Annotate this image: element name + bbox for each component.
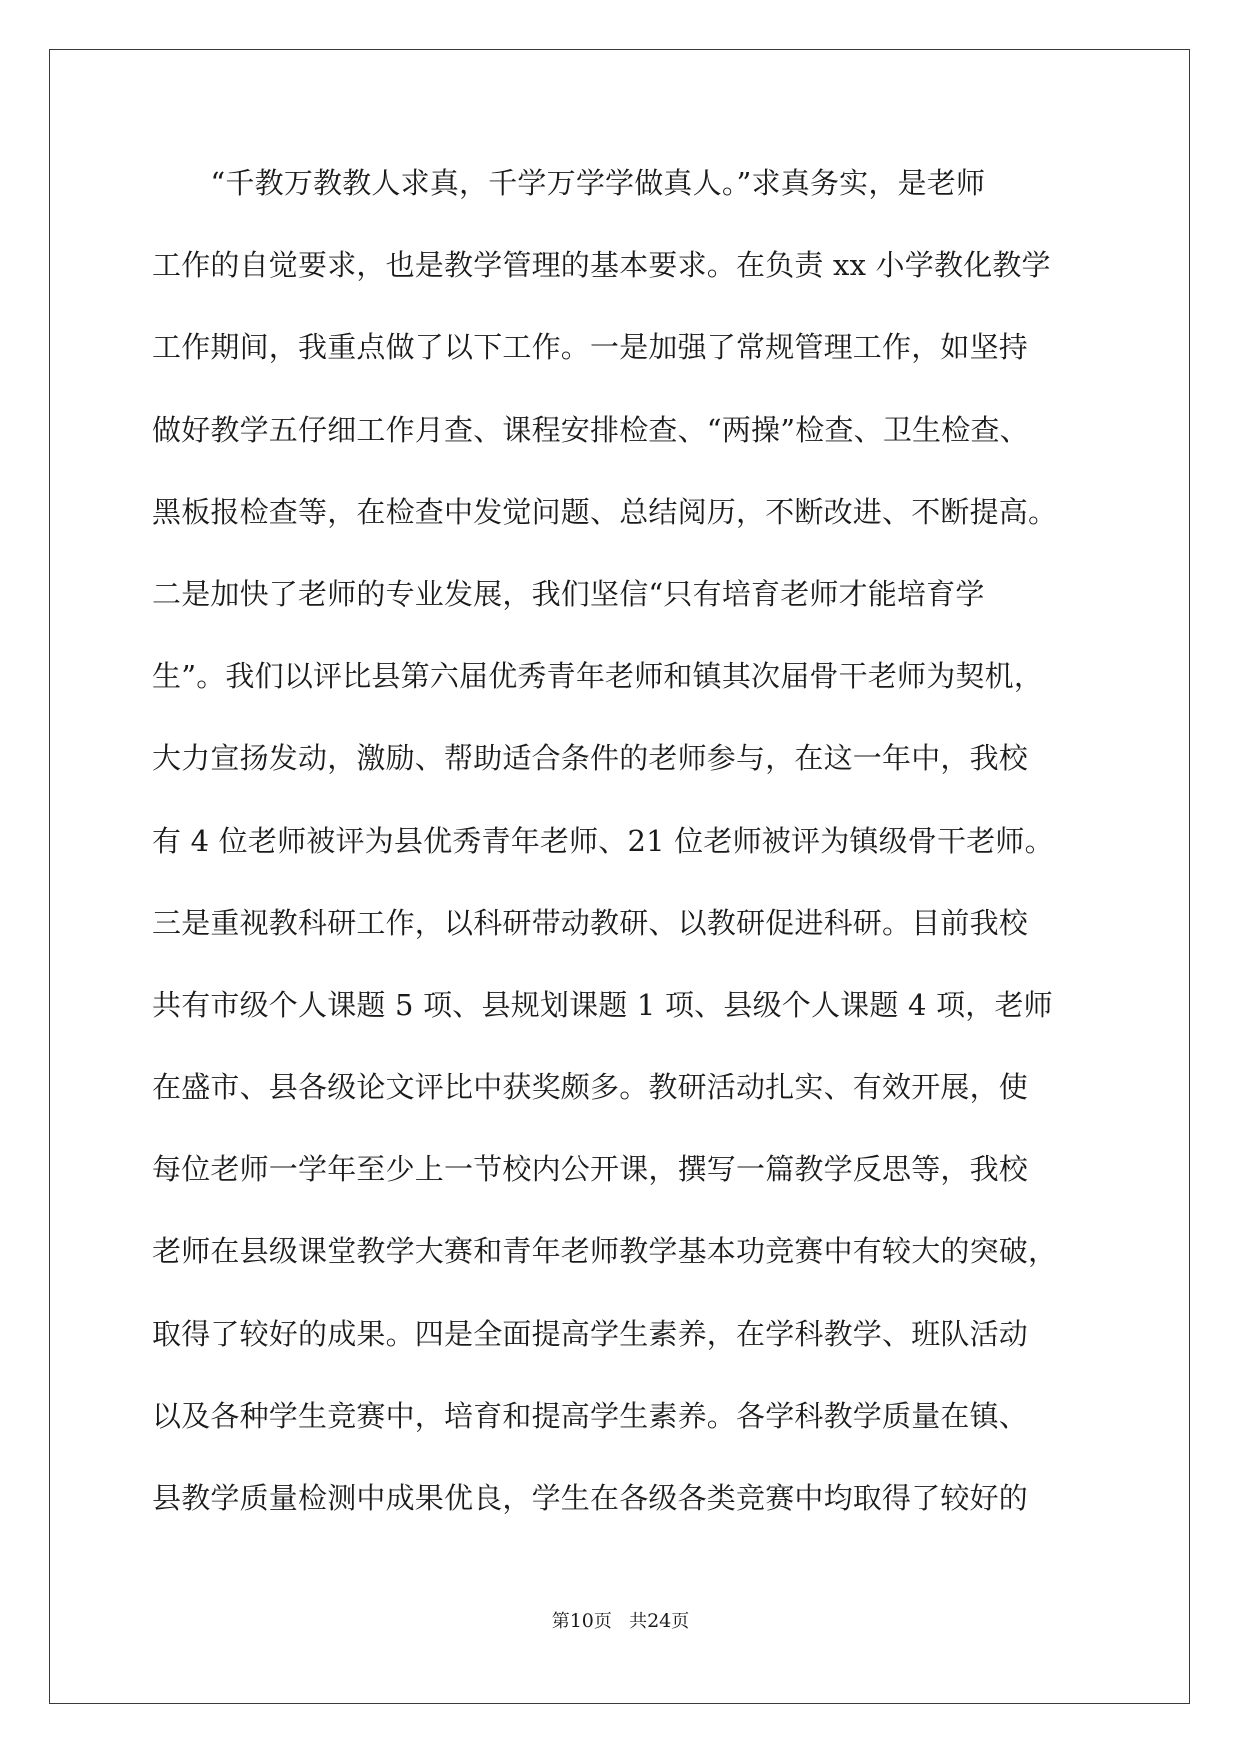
text-line: 共有市级个人课题 5 项、县规划课题 1 项、县级个人课题 4 项，老师	[152, 987, 1053, 1022]
text-line: 老师在县级课堂教学大赛和青年老师教学基本功竞赛中有较大的突破，	[152, 1234, 1058, 1269]
text-line: 每位老师一学年至少上一节校内公开课，撰写一篇教学反思等，我校	[152, 1152, 1029, 1187]
current-page-number: 10	[569, 1610, 594, 1632]
text-line: 二是加快了老师的专业发展，我们坚信“只有培育老师才能培育学	[152, 576, 985, 611]
text-line: “千教万教教人求真，千学万学学做真人。”求真务实，是老师	[152, 166, 986, 200]
text-line: 大力宣扬发动，激励、帮助适合条件的老师参与，在这一年中，我校	[152, 741, 1029, 776]
footer-prefix: 第	[551, 1611, 570, 1632]
text-line: 做好教学五仔细工作月查、课程安排检查、“两操”检查、卫生检查、	[152, 412, 1029, 447]
text-line: 工作的自觉要求，也是教学管理的基本要求。在负责 xx 小学教化教学	[152, 248, 1051, 283]
footer-total-prefix: 共	[629, 1611, 648, 1632]
text-line: 取得了较好的成果。四是全面提高学生素养，在学科教学、班队活动	[152, 1316, 1029, 1351]
page-footer	[0, 1609, 1241, 1634]
text-line: 在盛市、县各级论文评比中获奖颇多。教研活动扎实、有效开展，使	[152, 1070, 1029, 1105]
text-line: 工作期间，我重点做了以下工作。一是加强了常规管理工作，如坚持	[152, 330, 1029, 365]
text-line: 三是重视教科研工作，以科研带动教研、以教研促进科研。目前我校	[152, 905, 1029, 940]
text-line: 以及各种学生竞赛中，培育和提高学生素养。各学科教学质量在镇、	[152, 1398, 1029, 1433]
footer-page-suffix: 页	[593, 1611, 612, 1632]
text-line: 生”。我们以评比县第六届优秀青年老师和镇其次届骨干老师为契机，	[152, 659, 1044, 694]
body-text	[152, 163, 1092, 1560]
text-line: 黑板报检查等，在检查中发觉问题、总结阅历，不断改进、不断提高。	[152, 494, 1058, 529]
footer-total-suffix: 页	[671, 1611, 690, 1632]
text-line: 县教学质量检测中成果优良，学生在各级各类竞赛中均取得了较好的	[152, 1481, 1029, 1515]
text-line: 有 4 位老师被评为县优秀青年老师、21 位老师被评为镇级骨干老师。	[152, 823, 1054, 858]
total-pages-number: 24	[647, 1610, 672, 1632]
